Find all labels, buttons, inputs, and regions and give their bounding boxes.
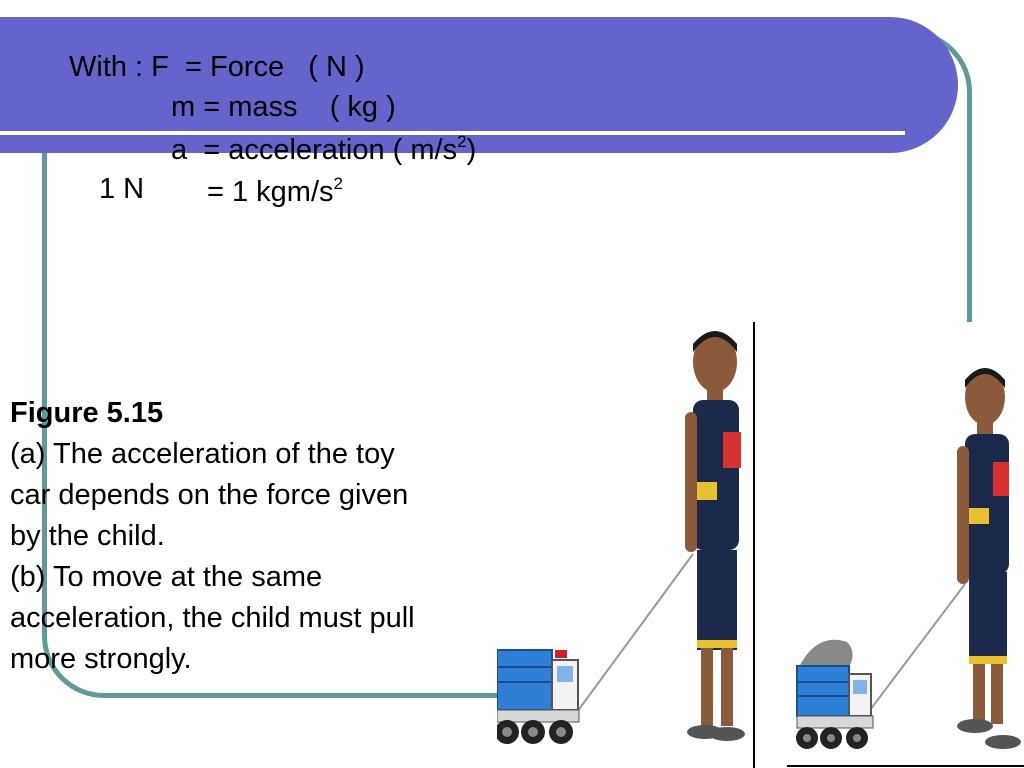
formula-line-force: With : F = Force ( N ) [69,51,365,83]
caption-line: by the child. [10,520,165,552]
acceleration-text: a = acceleration ( m/s [171,134,458,166]
acceleration-exponent: 2 [457,132,467,151]
child-b [957,368,1021,749]
caption-line: (a) The acceleration of the toy [10,438,395,470]
toy-truck-b [796,640,873,749]
formula-newton-label: 1 N [99,173,145,205]
newton-definition-text: = 1 kgm/s [207,176,334,208]
formula-newton-definition [207,175,343,207]
formula-line-acceleration [171,133,476,165]
caption-line: more strongly. [10,643,192,675]
photo-illustration [497,322,1024,768]
caption-line: (b) To move at the same [10,561,323,593]
acceleration-close: ) [466,134,477,166]
figure-caption [10,393,500,680]
pull-string-b [867,584,965,714]
child-a [685,331,745,741]
newton-exponent: 2 [333,174,343,193]
caption-line: acceleration, the child must pull [10,602,415,634]
panel-a [497,331,745,744]
pull-string-a [577,554,693,712]
toy-truck-a [497,650,579,744]
caption-line: car depends on the force given [10,479,409,511]
figure-title: Figure 5.15 [10,397,164,429]
panel-b [796,368,1021,749]
photo-svg [497,322,1024,768]
formula-line-mass: m = mass ( kg ) [171,91,396,123]
